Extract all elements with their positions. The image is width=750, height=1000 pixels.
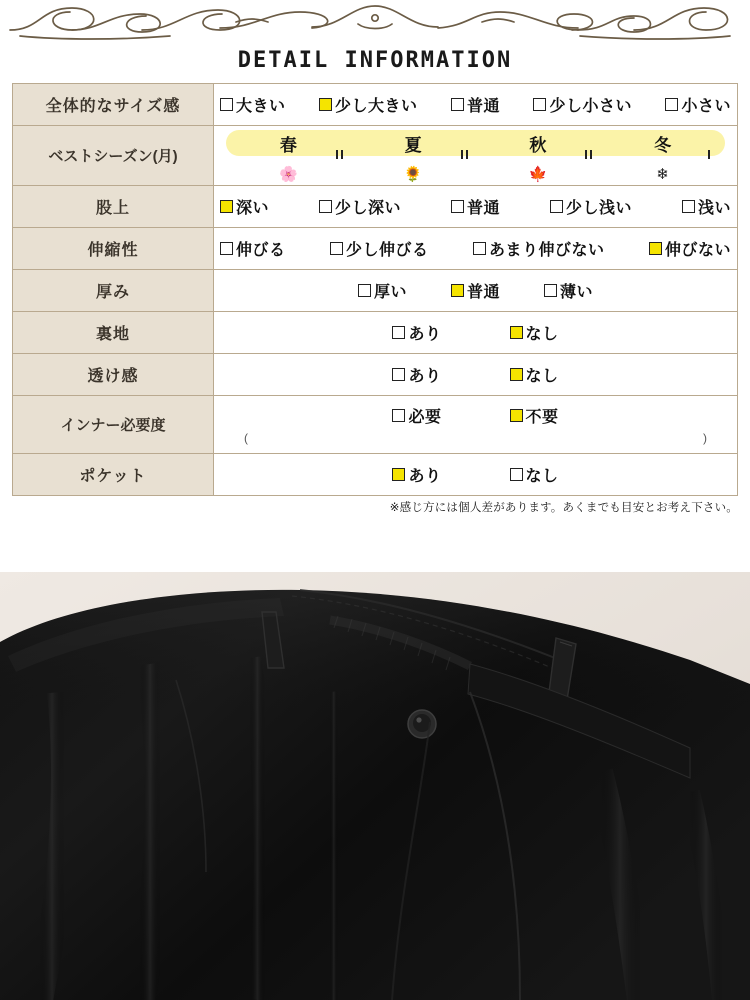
option-label: 必要 <box>408 409 442 426</box>
option-inner-0[interactable] <box>392 404 441 427</box>
option-stretch-3[interactable] <box>649 237 731 260</box>
table-row <box>13 228 738 270</box>
checkbox-icon[interactable] <box>451 98 464 111</box>
paren-right: ) <box>703 431 707 445</box>
season-segment-autumn: 秋 <box>529 135 547 155</box>
option-sheerness-1[interactable] <box>510 363 559 386</box>
row-value-rise <box>214 186 738 228</box>
season-segment-spring: 春 <box>279 135 297 155</box>
checkbox-icon[interactable] <box>319 200 332 213</box>
option-thickness-1[interactable] <box>451 279 500 302</box>
row-label-season: ベストシーズン(月) <box>13 126 214 186</box>
checkbox-icon[interactable] <box>358 284 371 297</box>
row-label-stretch: 伸縮性 <box>13 228 214 270</box>
row-value-thickness <box>214 270 738 312</box>
row-value-lining <box>214 312 738 354</box>
checkbox-icon[interactable] <box>392 409 405 422</box>
checkbox-checked-icon[interactable] <box>220 200 233 213</box>
checkbox-icon[interactable] <box>665 98 678 111</box>
season-tick <box>585 150 592 159</box>
row-label-pocket: ポケット <box>13 454 214 496</box>
table-row <box>13 396 738 454</box>
season-segment-winter: 冬 <box>654 135 672 155</box>
option-size-3[interactable] <box>533 93 632 116</box>
checkbox-icon[interactable] <box>473 242 486 255</box>
checkbox-icon[interactable] <box>533 98 546 111</box>
season-segment-summer: 夏 <box>404 135 422 155</box>
row-value-sheerness <box>214 354 738 396</box>
row-value-stretch <box>214 228 738 270</box>
season-tick <box>461 150 468 159</box>
option-label: 普通 <box>466 200 500 217</box>
option-label: 少し浅い <box>565 200 632 217</box>
checkbox-checked-icon[interactable] <box>451 284 464 297</box>
checkbox-icon[interactable] <box>220 98 233 111</box>
option-thickness-2[interactable] <box>544 279 593 302</box>
sunflower-icon: 🌻 <box>403 166 423 183</box>
table-row <box>13 312 738 354</box>
option-size-2[interactable] <box>451 93 500 116</box>
checkbox-icon[interactable] <box>220 242 233 255</box>
option-label: あまり伸びない <box>488 242 605 259</box>
checkbox-checked-icon[interactable] <box>510 368 523 381</box>
checkbox-icon[interactable] <box>544 284 557 297</box>
season-tick <box>336 150 343 159</box>
table-row <box>13 270 738 312</box>
option-label: なし <box>525 468 559 485</box>
option-label: なし <box>525 326 559 343</box>
row-label-size: 全体的なサイズ感 <box>13 84 214 126</box>
option-size-4[interactable] <box>665 93 731 116</box>
option-label: なし <box>525 368 559 385</box>
row-label-lining: 裏地 <box>13 312 214 354</box>
season-scale <box>220 130 731 183</box>
option-label: 少し伸びる <box>345 242 429 259</box>
checkbox-icon[interactable] <box>392 368 405 381</box>
table-row <box>13 354 738 396</box>
checkbox-icon[interactable] <box>330 242 343 255</box>
checkbox-checked-icon[interactable] <box>510 326 523 339</box>
option-pocket-0[interactable] <box>392 463 441 486</box>
checkbox-checked-icon[interactable] <box>510 409 523 422</box>
option-label: 伸びない <box>664 242 731 259</box>
option-label: 少し小さい <box>549 98 632 115</box>
option-rise-1[interactable] <box>319 195 401 218</box>
option-rise-0[interactable] <box>220 195 269 218</box>
checkbox-icon[interactable] <box>392 326 405 339</box>
option-stretch-2[interactable] <box>473 237 605 260</box>
option-rise-2[interactable] <box>451 195 500 218</box>
row-label-rise: 股上 <box>13 186 214 228</box>
checkbox-icon[interactable] <box>550 200 563 213</box>
option-stretch-0[interactable] <box>220 237 286 260</box>
paren-left: ( <box>244 431 248 445</box>
option-lining-1[interactable] <box>510 321 559 344</box>
option-label: あり <box>408 468 442 485</box>
option-label: あり <box>408 368 442 385</box>
detail-information-table <box>12 83 738 496</box>
option-label: 深い <box>236 200 270 217</box>
row-label-sheerness: 透け感 <box>13 354 214 396</box>
row-value-pocket <box>214 454 738 496</box>
checkbox-icon[interactable] <box>510 468 523 481</box>
option-label: 厚い <box>373 284 407 301</box>
option-size-0[interactable] <box>220 93 286 116</box>
row-value-season <box>214 126 738 186</box>
option-label: 薄い <box>560 284 594 301</box>
black-trousers-waist-closeup <box>0 572 750 1000</box>
season-bar <box>226 130 725 156</box>
table-row <box>13 84 738 126</box>
checkbox-icon[interactable] <box>451 200 464 213</box>
maple-leaf-icon: 🍁 <box>528 166 548 183</box>
option-lining-0[interactable] <box>392 321 441 344</box>
checkbox-checked-icon[interactable] <box>319 98 332 111</box>
season-tick <box>708 150 710 159</box>
option-label: 少し深い <box>334 200 401 217</box>
table-row <box>13 186 738 228</box>
option-label: 少し大きい <box>334 98 418 115</box>
option-label: 不要 <box>525 409 559 426</box>
checkbox-checked-icon[interactable] <box>392 468 405 481</box>
option-label: 小さい <box>681 98 731 115</box>
option-stretch-1[interactable] <box>330 237 429 260</box>
row-value-inner-need <box>214 396 738 454</box>
checkbox-checked-icon[interactable] <box>649 242 662 255</box>
option-thickness-0[interactable] <box>358 279 407 302</box>
option-label: 普通 <box>466 98 500 115</box>
footnote: ※感じ方には個人差があります。あくまでも目安とお考え下さい。 <box>389 502 738 514</box>
option-inner-1[interactable] <box>510 404 559 427</box>
option-label: 大きい <box>236 98 286 115</box>
table-row <box>13 126 738 186</box>
page-title: DETAIL INFORMATION <box>237 48 513 73</box>
season-tick-row <box>226 156 725 166</box>
table-row <box>13 454 738 496</box>
option-size-1[interactable] <box>319 93 418 116</box>
row-label-inner-need: インナー必要度 <box>13 396 214 454</box>
option-label: 普通 <box>466 284 500 301</box>
cherry-blossom-icon: 🌸 <box>279 166 298 183</box>
option-label: 浅い <box>697 200 731 217</box>
snowflake-icon: ❄ <box>656 166 669 183</box>
season-icon-row <box>226 167 725 183</box>
option-label: あり <box>408 326 442 343</box>
checkbox-icon[interactable] <box>682 200 695 213</box>
option-rise-3[interactable] <box>550 195 632 218</box>
option-label: 伸びる <box>236 242 286 259</box>
option-sheerness-0[interactable] <box>392 363 441 386</box>
decorative-flourish-border <box>0 0 750 46</box>
inner-note-parentheses <box>220 427 731 445</box>
option-rise-4[interactable] <box>682 195 731 218</box>
option-pocket-1[interactable] <box>510 463 559 486</box>
row-label-thickness: 厚み <box>13 270 214 312</box>
row-value-size <box>214 84 738 126</box>
